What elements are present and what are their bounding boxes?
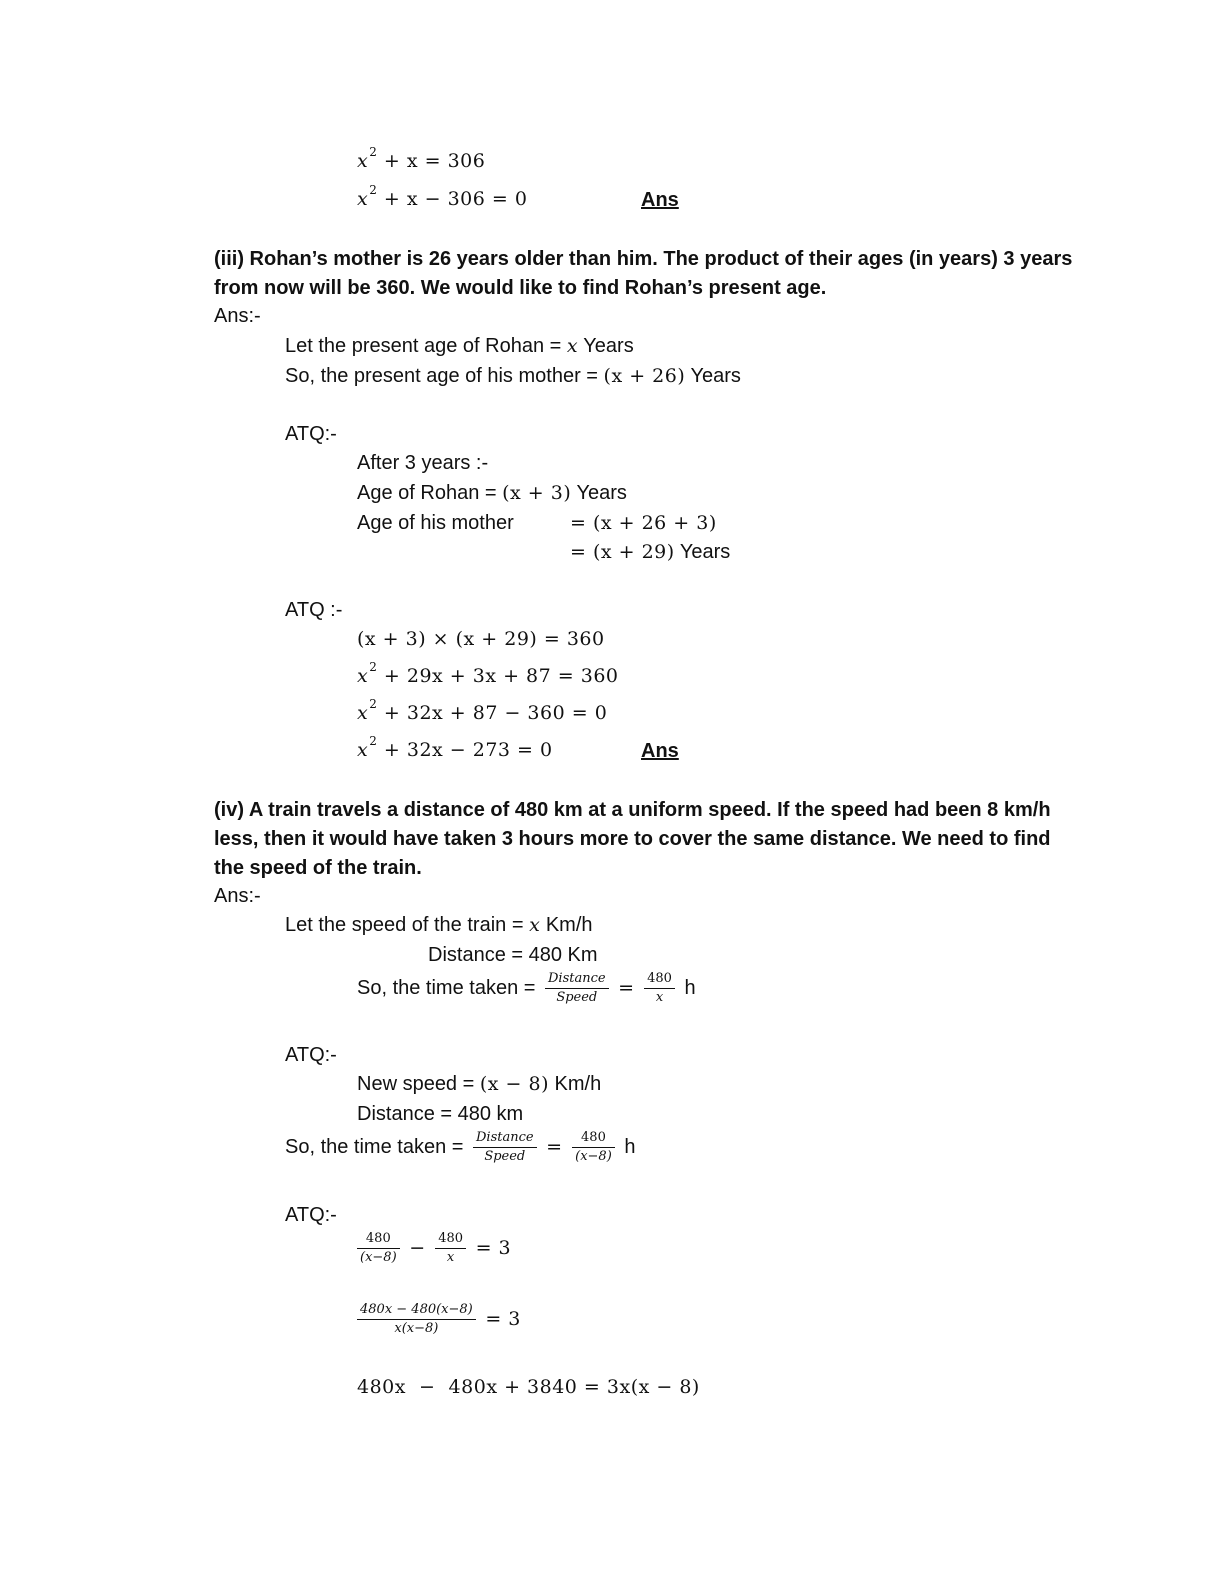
expression: (x + 26) [603,365,686,387]
time-line [285,1129,635,1166]
exponent: 2 [369,734,378,748]
suffix: Years [674,541,731,563]
rohan-age-prefix: Age of Rohan = [357,482,503,504]
numerator: 480 [572,1129,615,1148]
atq-heading: ATQ:- [285,423,337,445]
fraction [473,1129,537,1166]
unit: h [684,976,696,999]
equation-line [357,734,553,761]
so-prefix: So, the present age of his mother = [285,365,604,387]
denominator: x [655,990,664,1005]
numerator: 480 [435,1230,466,1249]
atq-heading: ATQ:- [285,1204,337,1226]
equation-rest: + 32x + 87 − 360 = 0 [383,702,608,724]
denominator: Speed [556,990,598,1005]
equation-rest: + 32x − 273 = 0 [383,739,553,761]
atq-heading: ATQ :- [285,599,343,621]
let-line [285,335,634,358]
let-prefix: Let the present age of Rohan = [285,335,567,357]
fraction [357,1301,476,1338]
let-line [285,914,593,937]
ans-heading: Ans:- [214,305,261,327]
expression: = (x + 29) [570,541,675,563]
answer-label: Ans [641,189,679,211]
let-suffix: Km/h [540,914,593,936]
equals: = [546,1135,563,1158]
expression: (x + 3) [502,482,572,504]
denominator: (x−8) [360,1250,397,1265]
let-prefix: Let the speed of the train = [285,914,530,936]
equation-rest: + x = 306 [383,150,486,172]
so-line [285,365,741,388]
rohan-age-suffix: Years [571,482,627,504]
equation-line [357,697,608,724]
denominator: x [446,1250,455,1265]
exponent: 2 [369,183,378,197]
equation-rest: + x − 306 = 0 [383,188,528,210]
fraction [545,970,609,1007]
let-suffix: Years [578,335,634,357]
mother-age-label: Age of his mother [357,512,514,534]
rhs: = 3 [485,1307,521,1330]
variable: x [529,914,541,936]
denominator: (x−8) [575,1149,612,1164]
exponent: 2 [369,660,378,674]
question-iv: (iv) A train travels a distance of 480 km at a uniform speed. If the speed had been 8 km/h less, then it would have taken 3 hours more to cover the same distance. We need to find the speed of the train. [214,799,1051,879]
new-speed-prefix: New speed = [357,1073,480,1095]
atq-heading: ATQ:- [285,1044,337,1066]
equals: = [618,976,635,999]
minus: − [409,1236,426,1259]
numerator: Distance [473,1129,537,1148]
expression: (x − 8) [479,1073,549,1095]
exponent: 2 [369,145,378,159]
equation-line: 480x − 480x + 3840 = 3x(x − 8) [357,1376,700,1398]
equation-line [357,660,619,687]
numerator: 480x − 480(x−8) [357,1301,476,1320]
distance-line: Distance = 480 Km [428,944,598,966]
new-speed-line [357,1073,601,1096]
time-prefix: So, the time taken = [285,1135,469,1158]
fraction [435,1230,466,1267]
rhs: = 3 [475,1236,512,1259]
fraction [357,1230,400,1267]
unit: h [624,1135,636,1158]
numerator: 480 [644,970,675,989]
new-speed-suffix: Km/h [549,1073,602,1095]
equation-rest: + 29x + 3x + 87 = 360 [383,665,619,687]
rohan-age-line [357,482,627,505]
equation-var: x [357,188,369,210]
fraction [572,1129,615,1166]
equation-line: (x + 3) × (x + 29) = 360 [357,628,605,650]
equation-var: x [357,665,369,687]
question-iii: (iii) Rohan’s mother is 26 years older than him. The product of their ages (in years) 3 years from now will be 360. We would like to find Rohan’s present age. [214,248,1073,299]
numerator: 480 [357,1230,400,1249]
equation-var: x [357,702,369,724]
mother-age-expr: = (x + 26 + 3) [570,512,717,534]
equation-var: x [357,739,369,761]
equation-var: x [357,150,369,172]
numerator: Distance [545,970,609,989]
time-prefix: So, the time taken = [357,976,541,999]
equation-line [353,1301,521,1338]
so-suffix: Years [685,365,741,387]
answer-label: Ans [641,740,679,762]
equation-line [357,183,528,210]
mother-age-result [570,541,730,564]
denominator: x(x−8) [394,1321,439,1336]
ans-heading: Ans:- [214,885,261,907]
exponent: 2 [369,697,378,711]
denominator: Speed [484,1149,526,1164]
equation-line [353,1230,511,1267]
fraction [644,970,675,1007]
equation-line [357,145,486,172]
after-heading: After 3 years :- [357,452,489,474]
variable: x [566,335,579,357]
time-line [357,970,696,1007]
distance-line: Distance = 480 km [357,1103,524,1125]
